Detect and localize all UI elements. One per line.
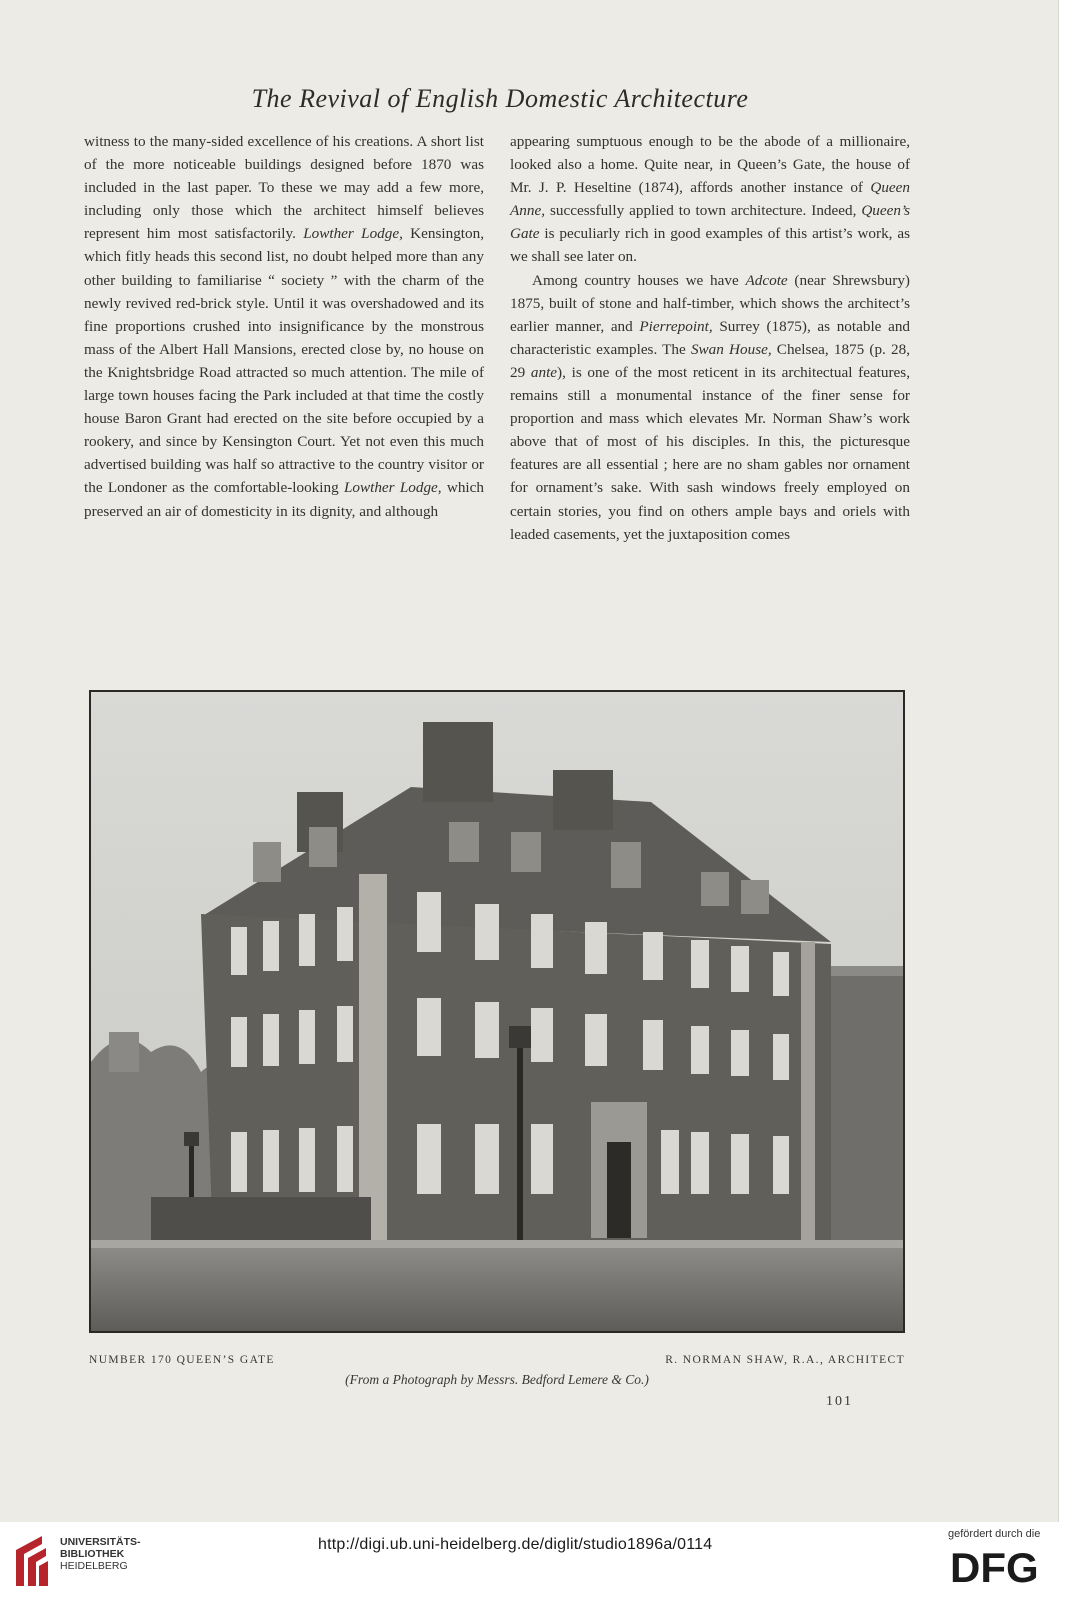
- text-run: ), is one of the most reticent in its architectual features, remains still a monumental instance of the finer sense for proportion and mass which elevates Mr. Norman Shaw’s work above that of most of his disciples. In this, the picturesque features are all essential ; here are no sham gables nor ornament for ornament’s sake. With sash windows freely employed on certain stories, you find on others ample bays and oriels with leaded casements, yet the juxtaposition comes: [510, 363, 911, 543]
- paragraph-left: [84, 130, 484, 523]
- funding-note: gefördert durch die: [948, 1528, 1041, 1540]
- text-run: Among country houses we have: [532, 271, 746, 289]
- text-run: Surrey (1875), as notable and characteristic examples. The: [510, 317, 911, 358]
- caption-architect: R. NORMAN SHAW, R.A., ARCHITECT: [665, 1354, 905, 1366]
- library-name: [60, 1536, 141, 1572]
- text-run: Kensington, which fitly heads this second list, no doubt helped more than any other building to familiarise “ society ” with the charm of the newly revived red-brick style. Until it was overshadowed and its fine proportions crushed into insignificance by the monstrous mass of the Albert Hall Mansions, erected close by, no house on the Knightsbridge Road attracted so much attention. The mile of large town houses facing the Park included at that time the costly house Baron Grant had erected on the site before occupied by a rookery, and since by Kensington Court. Yet not even this much advertised building was half so attractive to the country visitor or the Londoner as the comfortable-looking: [84, 225, 484, 497]
- italic-title: ante: [530, 363, 558, 381]
- paragraph-right-2: [510, 269, 910, 546]
- photograph-illustration: [91, 692, 903, 1331]
- library-name-line2: BIBLIOTHEK: [60, 1548, 125, 1560]
- paragraph-right-1: [510, 130, 910, 269]
- italic-title: Queen’s Gate: [510, 202, 910, 243]
- text-run: (near Shrewsbury) 1875, built of stone and half-timber, which shows the architect’s earlier manner, and: [510, 271, 910, 335]
- italic-title: Lowther Lodge,: [343, 479, 442, 497]
- italic-title: Pierrepoint,: [639, 317, 713, 335]
- running-head: The Revival of English Domestic Architecture: [251, 84, 749, 113]
- italic-title: Adcote: [745, 271, 788, 289]
- italic-title: Lowther Lodge,: [303, 225, 403, 243]
- library-name-line1: UNIVERSITÄTS-: [60, 1536, 141, 1548]
- text-run: Chelsea, 1875 (p. 28, 29: [510, 340, 911, 381]
- ub-heidelberg-logo-icon: [12, 1532, 52, 1588]
- text-run: successfully applied to town architecture. Indeed,: [545, 202, 862, 220]
- italic-title: Queen Anne,: [510, 179, 910, 220]
- dfg-logo-text: DFG: [950, 1544, 1039, 1586]
- text-run: witness to the many-sided excellence of his creations. A short list of the more noticeable buildings designed before 1870 was included in the last paper. To these we may add a few more, including only those which the architect himself believes represent him most satisfactorily.: [84, 133, 484, 243]
- photo-caption: [89, 1354, 905, 1372]
- text-run: appearing sumptuous enough to be the abode of a millionaire, looked also a home. Quite near, in Queen’s Gate, the house of Mr. J. P. Heseltine (1874), affords another instance of: [510, 133, 910, 197]
- library-logo: [12, 1532, 152, 1590]
- italic-title: Swan House,: [690, 340, 772, 358]
- dfg-logo-icon: [950, 1544, 1060, 1586]
- text-column-left: [84, 130, 484, 523]
- text-run: which preserved an air of domesticity in its dignity, and although: [84, 479, 484, 520]
- text-column-right: [510, 130, 910, 546]
- text-run: is peculiarly rich in good examples of this artist’s work, as we shall see later on.: [510, 225, 910, 266]
- house-photograph: [89, 690, 905, 1333]
- caption-title: NUMBER 170 QUEEN’S GATE: [89, 1354, 275, 1366]
- photo-credit: (From a Photograph by Messrs. Bedford Lemere & Co.): [345, 1372, 649, 1387]
- digitisation-footer: [0, 1522, 1071, 1597]
- library-name-line3: HEIDELBERG: [60, 1560, 128, 1572]
- page-number: 101: [826, 1394, 853, 1409]
- source-url-link[interactable]: http://digi.ub.uni-heidelberg.de/diglit/studio1896a/0114: [318, 1536, 713, 1553]
